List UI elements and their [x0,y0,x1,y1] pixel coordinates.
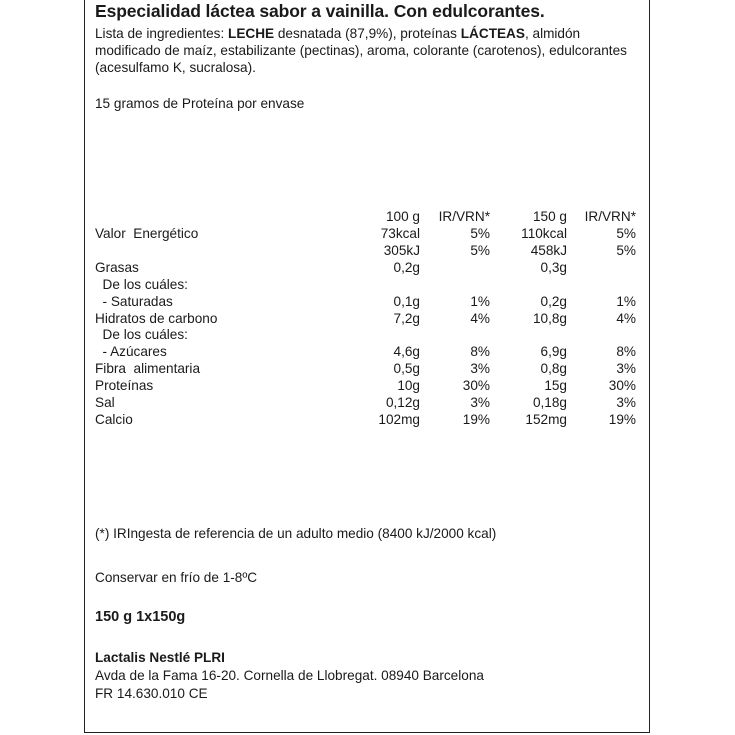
header-ir-100g: IR/VRN* [438,209,490,224]
nutrition-ir-150g: 3% [616,361,636,376]
ingredients-part2: desnatada (87,9%), proteínas [274,26,461,41]
header-100g: 100 g [385,209,420,224]
nutrition-ir-100g: 5% [470,243,490,258]
nutrition-row-label: - Saturadas [95,294,173,309]
company-code: FR 14.630.010 CE [95,686,208,701]
header-ir-150g: IR/VRN* [584,209,636,224]
allergen-milk: LECHE [228,26,275,41]
nutrition-value-100g: 0,5g [393,361,420,376]
protein-claim: 15 gramos de Proteína por envase [95,96,305,111]
nutrition-value-150g: 152mg [525,412,567,427]
nutrition-value-150g: 0,2g [540,294,567,309]
nutrition-value-100g: 0,12g [385,395,420,410]
nutrition-ir-100g: 30% [462,378,490,393]
nutrition-row-label: De los cuáles: [95,277,188,292]
header-150g: 150 g [532,209,567,224]
nutrition-ir-150g: 30% [608,378,636,393]
nutrition-row-label: - Azúcares [95,344,167,359]
nutrition-ir-100g: 8% [470,344,490,359]
nutrition-row-label: Sal [95,395,115,410]
nutrition-value-100g: 0,1g [393,294,420,309]
company-address: Avda de la Fama 16-20. Cornella de Llobregat. 08940 Barcelona [95,668,484,683]
nutrition-value-100g: 7,2g [393,311,420,326]
product-title: Especialidad láctea sabor a vainilla. Con edulcorantes. [95,1,545,21]
ingredients-list [95,25,640,76]
nutrition-value-150g: 458kJ [530,243,567,258]
nutrition-ir-150g: 19% [608,412,636,427]
ingredients-prefix: Lista de ingredientes: [95,26,229,41]
nutrition-value-150g: 0,3g [540,260,567,275]
nutrition-ir-150g: 8% [616,344,636,359]
nutrition-ir-100g: 5% [470,226,490,241]
nutrition-row-label: Grasas [95,260,139,275]
nutrition-value-150g: 6,9g [540,344,567,359]
nutrition-row-label: Hidratos de carbono [95,311,218,326]
nutrition-ir-150g: 4% [616,311,636,326]
nutrition-value-150g: 0,18g [532,395,567,410]
nutrition-ir-150g: 3% [616,395,636,410]
nutrition-value-150g: 15g [544,378,567,393]
nutrition-value-100g: 305kJ [383,243,420,258]
nutrition-ir-100g: 4% [470,311,490,326]
nutrition-value-150g: 110kcal [521,226,567,241]
nutrition-value-150g: 10,8g [532,311,567,326]
nutrition-ir-150g: 1% [616,294,636,309]
nutrition-value-100g: 0,2g [393,260,420,275]
nutrition-ir-150g: 5% [616,226,636,241]
nutrition-value-100g: 4,6g [393,344,420,359]
nutrition-row-label: De los cuáles: [95,327,188,342]
nutrition-ir-100g: 3% [470,361,490,376]
net-weight: 150 g 1x150g [95,609,186,625]
nutrition-row-label: Valor Energético [95,226,199,241]
allergen-dairy: LÁCTEAS [460,26,525,41]
nutrition-row-label: Calcio [95,412,133,427]
nutrition-value-100g: 10g [397,378,420,393]
nutrition-row-label: Proteínas [95,378,154,393]
nutrition-value-100g: 73kcal [380,226,420,241]
ingredients-part3: , almidón modificado de maíz, estabilizante (pectinas), aroma, colorante (carotenos), edulcorantes (acesulfamo K, sucralosa). [95,26,627,75]
company-name: Lactalis Nestlé PLRI [95,650,225,665]
nutrition-ir-100g: 19% [462,412,490,427]
nutrition-row-label: Fibra alimentaria [95,361,201,376]
footnote: (*) IRIngesta de referencia de un adulto medio (8400 kJ/2000 kcal) [95,526,497,541]
nutrition-ir-100g: 3% [470,395,490,410]
nutrition-ir-100g: 1% [470,294,490,309]
nutrition-ir-150g: 5% [616,243,636,258]
nutrition-value-150g: 0,8g [540,361,567,376]
storage-instructions: Conservar en frío de 1-8ºC [95,570,258,585]
nutrition-value-100g: 102mg [378,412,420,427]
